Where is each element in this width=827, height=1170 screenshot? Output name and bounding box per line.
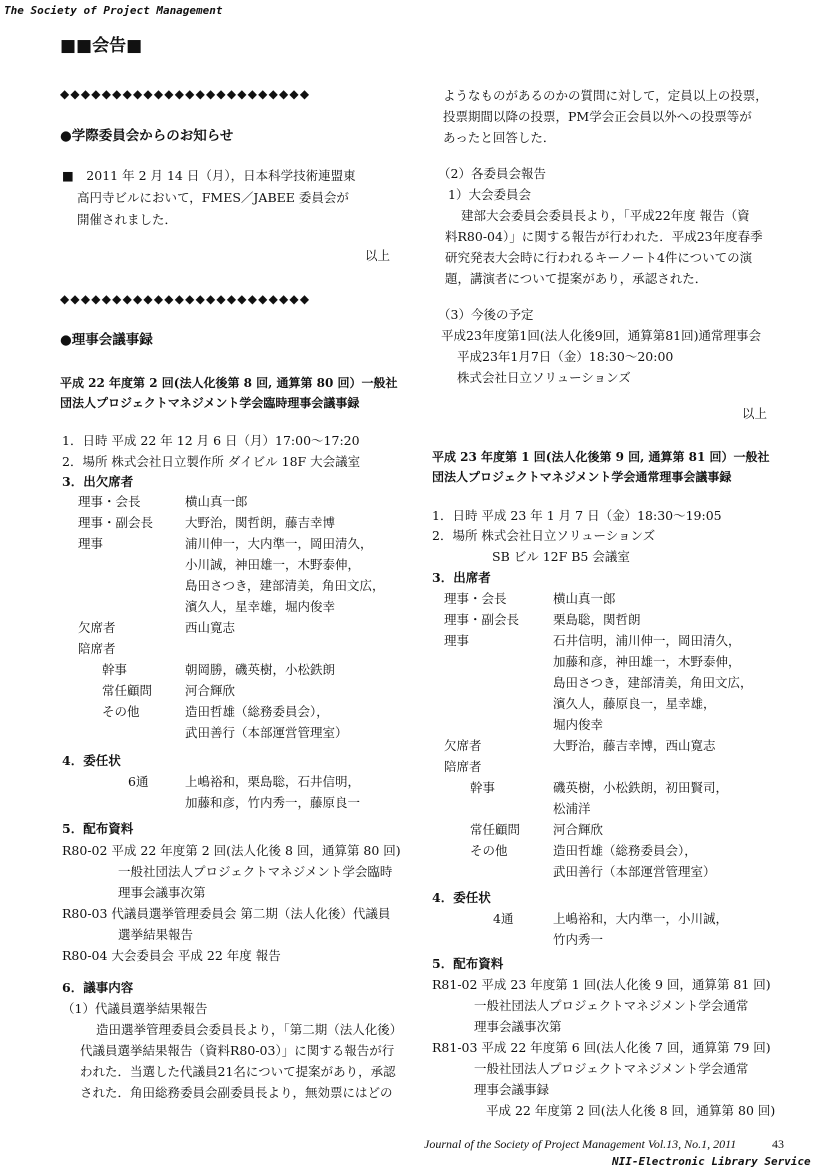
attendee-names: 横山真一郎 [185, 494, 248, 509]
material-line: R80-02 平成 22 年度第 2 回(法人化後 8 回，通算第 80 回) [62, 843, 401, 858]
material-line: 理事会議事次第 [474, 1019, 562, 1034]
notice-line: 高円寺ビルにおいて，FMES／JABEE 委員会が [77, 190, 349, 205]
materials-heading: 5．配布資料 [62, 821, 134, 836]
agenda-line: 料R80-04）」に関する報告が行われた．平成23年度春季 [445, 229, 763, 244]
material-line: 理事会議事録 [474, 1082, 550, 1097]
diamond-divider: ◆◆◆◆◆◆◆◆◆◆◆◆◆◆◆◆◆◆◆◆◆◆◆◆ [60, 87, 311, 101]
attendee-names: 西山寛志 [185, 620, 236, 635]
attendee-role: 理事・会長 [78, 494, 141, 509]
item-attendees: 3．出欠席者 [62, 474, 134, 489]
material-line: 一般社団法人プロジェクトマネジメント学会通常 [474, 998, 749, 1013]
agenda-line: 建部大会委員会委員長より，「平成22年度 報告（資 [461, 208, 750, 223]
library-footer: NII-Electronic Library Service [612, 1155, 811, 1168]
agenda-sub: 1）大会委員会 [448, 187, 531, 202]
diamond-divider: ◆◆◆◆◆◆◆◆◆◆◆◆◆◆◆◆◆◆◆◆◆◆◆◆ [60, 292, 311, 306]
attendee-names: 河合輝欣 [553, 822, 604, 837]
meeting-title: 平成 22 年度第 2 回(法人化後第 8 回, 通算第 80 回）一般社 [60, 376, 398, 390]
section-title: ■■会告■ [60, 36, 143, 56]
closing-ijo: 以上 [742, 406, 768, 421]
attendee-names: 松浦洋 [553, 801, 591, 816]
attendee-names: 大野治，関哲朗，藤吉幸博 [185, 515, 336, 530]
attendee-role: 欠席者 [444, 738, 482, 753]
proxy-heading: 4．委任状 [62, 753, 121, 768]
material-line: 理事会議事次第 [118, 885, 206, 900]
attendee-names: 武田善行（本部運営管理室） [553, 864, 716, 879]
agenda-line: 造田選挙管理委員会委員長より，「第二期（法人化後） [96, 1022, 403, 1037]
material-line: 一般社団法人プロジェクトマネジメント学会通常 [474, 1061, 749, 1076]
attendee-role: 理事・副会長 [78, 515, 154, 530]
attendee-names: 浦川伸一，大内準一，岡田清久， [185, 536, 373, 551]
schedule-line: 平成23年度第1回(法人化後9回，通算第81回)通常理事会 [441, 328, 761, 343]
proxy-count: 6通 [128, 774, 149, 789]
agenda-sub: （2）各委員会報告 [438, 166, 546, 181]
material-line: R80-04 大会委員会 平成 22 年度 報告 [62, 948, 281, 963]
material-line: 選挙結果報告 [118, 927, 194, 942]
material-line: R81-03 平成 22 年度第 6 回(法人化後 7 回，通算第 79 回) [432, 1040, 771, 1055]
attendee-names: 磯英樹，小松鉄朗，初田賢司， [553, 780, 729, 795]
meeting-title: 団法人プロジェクトマネジメント学会通常理事会議事録 [432, 470, 732, 484]
attendee-names: 河合輝欣 [185, 683, 236, 698]
cont-line: 投票期間以降の投票，PM学会正会員以外への投票等が [443, 109, 752, 124]
proxy-names: 加藤和彦，竹内秀一，藤原良一 [185, 795, 361, 810]
agenda-line: 研究発表大会時に行われるキーノート4件についての演 [445, 250, 753, 265]
agenda-sub: （1）代議員選挙結果報告 [62, 1001, 208, 1016]
agenda-sub: （3）今後の予定 [438, 307, 534, 322]
item-datetime: 1．日時 平成 23 年 1 月 7 日（金）18:30～19:05 [432, 508, 722, 523]
attendee-role: その他 [470, 843, 508, 858]
item-attendees: 3．出席者 [432, 570, 491, 585]
attendee-names: 武田善行（本部運営管理室） [185, 725, 348, 740]
minutes-heading: ●理事会議事録 [60, 332, 153, 348]
material-line: 平成 22 年度第 2 回(法人化後 8 回，通算第 80 回) [486, 1103, 776, 1118]
material-line: R80-03 代議員選挙管理委員会 第二期（法人化後）代議員 [62, 906, 391, 921]
item-place: 2．場所 株式会社日立製作所 ダイビル 18F 大会議室 [62, 454, 361, 469]
item-datetime: 1．日時 平成 22 年 12 月 6 日（月）17:00～17:20 [62, 433, 360, 448]
attendee-role: 幹事 [102, 662, 128, 677]
notice-line: 開催されました． [77, 212, 178, 227]
attendee-names: 濱久人，星幸雄，堀内俊幸 [185, 599, 336, 614]
attendee-names: 小川誠，神田雄一，木野泰伸， [185, 557, 361, 572]
attendee-role: 陪席者 [444, 759, 482, 774]
attendee-names: 島田さつき，建部清美，角田文広， [185, 578, 385, 593]
proxy-heading: 4．委任状 [432, 890, 491, 905]
page-number: 43 [772, 1137, 784, 1151]
cont-line: ようなものがあるのかの質問に対して，定員以上の投票， [443, 88, 768, 103]
proxy-names: 上嶋裕和，大内準一，小川誠， [553, 911, 729, 926]
closing-ijo: 以上 [365, 248, 391, 263]
agenda-line: 題，講演者について提案があり，承認された． [445, 271, 708, 286]
attendee-names: 横山真一郎 [553, 591, 616, 606]
proxy-names: 竹内秀一 [553, 932, 604, 947]
attendee-names: 栗島聡，関哲朗 [553, 612, 641, 627]
attendee-names: 石井信明，浦川伸一，岡田清久， [553, 633, 741, 648]
schedule-line: 株式会社日立ソリューションズ [457, 370, 631, 385]
notice-line: ■ 2011 年 2 月 14 日（月），日本科学技術連盟東 [62, 168, 356, 183]
item-place: 2．場所 株式会社日立ソリューションズ [432, 528, 656, 543]
journal-citation: Journal of the Society of Project Management Vol.13, No.1, 2011 [424, 1137, 737, 1151]
attendee-role: 理事・副会長 [444, 612, 520, 627]
attendee-names: 朝岡勝，磯英樹，小松鉄朗 [185, 662, 336, 677]
attendee-names: 造田哲雄（総務委員会）， [553, 843, 697, 858]
attendee-role: 欠席者 [78, 620, 116, 635]
meeting-title: 平成 23 年度第 1 回(法人化後第 9 回, 通算第 81 回）一般社 [432, 450, 770, 464]
materials-heading: 5．配布資料 [432, 956, 504, 971]
schedule-line: 平成23年1月7日（金）18:30～20:00 [457, 349, 674, 364]
attendee-names: 島田さつき，建部清美，角田文広， [553, 675, 753, 690]
society-header: The Society of Project Management [4, 4, 223, 17]
item-place-detail: SB ビル 12F B5 会議室 [492, 549, 630, 564]
agenda-line: された．角田総務委員会副委員長より，無効票にはどの [80, 1085, 393, 1100]
attendee-names: 濱久人，藤原良一，星幸雄， [553, 696, 716, 711]
cont-line: あったと回答した． [443, 130, 556, 145]
agenda-line: われた．当選した代議員21名について提案があり，承認 [80, 1064, 396, 1079]
material-line: 一般社団法人プロジェクトマネジメント学会臨時 [118, 864, 393, 879]
attendee-names: 大野治，藤吉幸博，西山寛志 [553, 738, 716, 753]
attendee-names: 堀内俊幸 [553, 717, 604, 732]
attendee-role: 幹事 [470, 780, 496, 795]
attendee-role: 陪席者 [78, 641, 116, 656]
attendee-role: 理事・会長 [444, 591, 507, 606]
agenda-heading: 6．議事内容 [62, 980, 134, 995]
attendee-role: 常任顧問 [470, 822, 521, 837]
attendee-role: 理事 [444, 633, 470, 648]
attendee-role: 理事 [78, 536, 104, 551]
attendee-role: 常任顧問 [102, 683, 153, 698]
material-line: R81-02 平成 23 年度第 1 回(法人化後 9 回，通算第 81 回) [432, 977, 771, 992]
proxy-count: 4通 [493, 911, 514, 926]
notice-heading: ●学際委員会からのお知らせ [60, 128, 234, 144]
attendee-role: その他 [102, 704, 140, 719]
meeting-title: 団法人プロジェクトマネジメント学会臨時理事会議事録 [60, 396, 360, 410]
proxy-names: 上嶋裕和，栗島聡，石井信明， [185, 774, 361, 789]
attendee-names: 加藤和彦，神田雄一，木野泰伸， [553, 654, 741, 669]
attendee-names: 造田哲雄（総務委員会）， [185, 704, 329, 719]
agenda-line: 代議員選挙結果報告（資料R80-03）」に関する報告が行 [80, 1043, 395, 1058]
